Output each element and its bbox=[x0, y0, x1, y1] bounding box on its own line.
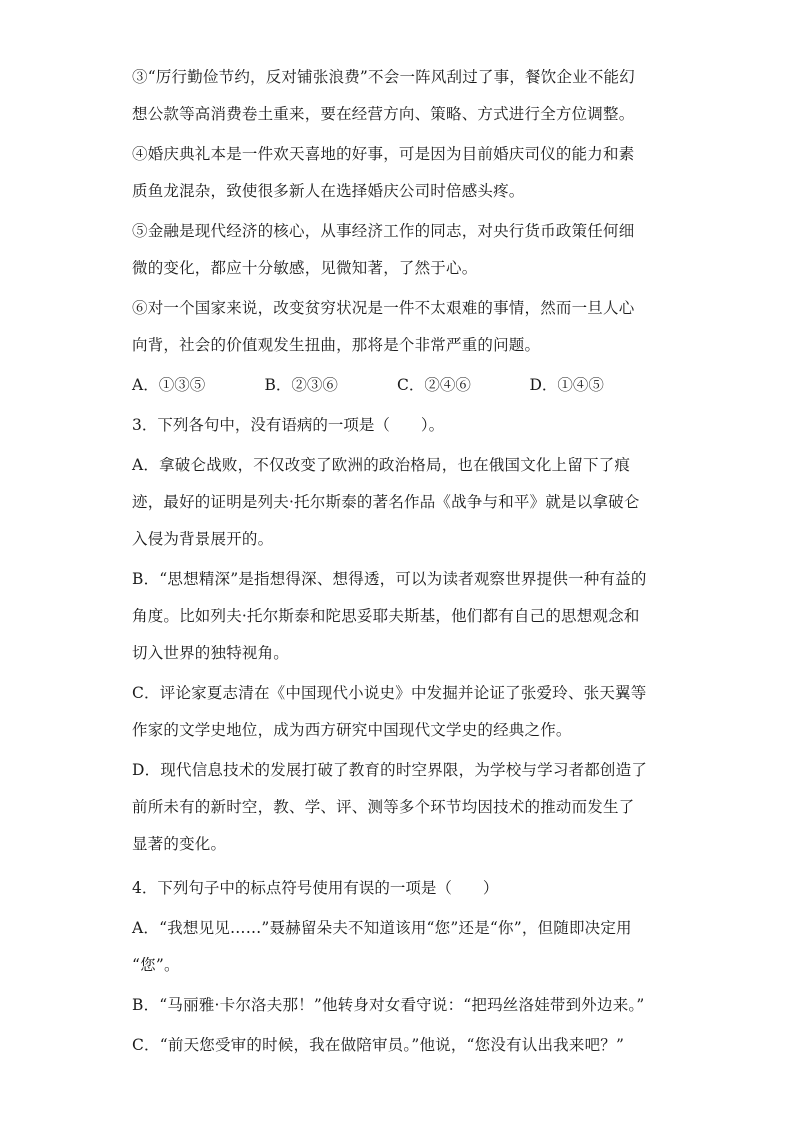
sentence-4 bbox=[132, 136, 662, 210]
q2-option-c: C．②④⑥ bbox=[397, 376, 471, 394]
q3-option-a bbox=[132, 447, 662, 558]
text-line: 迹，最好的证明是列夫·托尔斯泰的著名作品《战争与和平》就是以拿破仑 bbox=[132, 493, 640, 511]
q4-stem: 4．下列句子中的标点符号使用有误的一项是（ ） bbox=[132, 879, 499, 897]
q2-options bbox=[132, 367, 662, 404]
text-line: ③“厉行勤俭节约，反对铺张浪费”不会一阵风刮过了事，餐饮企业不能幻 bbox=[132, 68, 635, 86]
text-line: 向背，社会的价值观发生扭曲，那将是个非常严重的问题。 bbox=[132, 336, 541, 354]
text-line: C．评论家夏志清在《中国现代小说史》中发掘并论证了张爱玲、张天翼等 bbox=[132, 684, 647, 702]
text-line: B．“马丽雅·卡尔洛夫那！”他转身对女看守说：“把玛丝洛娃带到外边来。” bbox=[132, 996, 645, 1014]
text-line: 微的变化，都应十分敏感，见微知著，了然于心。 bbox=[132, 259, 478, 277]
text-line: A．“我想见见……”聂赫留朵夫不知道该用“您”还是“你”，但随即决定用 bbox=[132, 919, 632, 937]
q3-option-b bbox=[132, 561, 662, 672]
text-line: 前所未有的新时空，教、学、评、测等多个环节均因技术的推动而发生了 bbox=[132, 798, 635, 816]
text-line: 角度。比如列夫·托尔斯泰和陀思妥耶夫斯基，他们都有自己的思想观念和 bbox=[132, 607, 640, 625]
text-line: D．现代信息技术的发展打破了教育的时空界限，为学校与学习者都创造了 bbox=[132, 761, 648, 779]
sentence-3 bbox=[132, 59, 662, 133]
q4-option-b bbox=[132, 987, 662, 1024]
text-line: 显著的变化。 bbox=[132, 835, 227, 853]
text-line: ⑥对一个国家来说，改变贫穷状况是一件不太艰难的事情，然而一旦人心 bbox=[132, 299, 635, 317]
text-line: A．拿破仑战败，不仅改变了欧洲的政治格局，也在俄国文化上留下了痕 bbox=[132, 456, 631, 474]
text-line: ⑤金融是现代经济的核心，从事经济工作的同志，对央行货币政策任何细 bbox=[132, 222, 635, 240]
text-line: 想公款等高消费卷土重来，要在经营方向、策略、方式进行全方位调整。 bbox=[132, 105, 635, 123]
q4-option-a bbox=[132, 910, 662, 984]
text-line: C．“前天您受审的时候，我在做陪审员。”他说，“您没有认出我来吧？” bbox=[132, 1036, 625, 1054]
sentence-6 bbox=[132, 290, 662, 364]
q2-option-d: D．①④⑤ bbox=[529, 376, 604, 394]
document-page bbox=[132, 59, 662, 1067]
text-line: 质鱼龙混杂，致使很多新人在选择婚庆公司时倍感头疼。 bbox=[132, 182, 525, 200]
text-line: “您”。 bbox=[132, 956, 180, 974]
q3-stem: 3．下列各句中，没有语病的一项是（ ）。 bbox=[132, 416, 445, 434]
text-line: ④婚庆典礼本是一件欢天喜地的好事，可是因为目前婚庆司仪的能力和素 bbox=[132, 145, 635, 163]
text-line: 作家的文学史地位，成为西方研究中国现代文学史的经典之作。 bbox=[132, 721, 572, 739]
sentence-5 bbox=[132, 213, 662, 287]
q2-option-b: B．②③⑥ bbox=[264, 376, 338, 394]
text-line: 入侵为背景展开的。 bbox=[132, 530, 274, 548]
q2-option-a: A．①③⑤ bbox=[132, 376, 206, 394]
q3-option-c bbox=[132, 675, 662, 749]
text-line: 切入世界的独特视角。 bbox=[132, 644, 290, 662]
text-line: B．“思想精深”是指想得深、想得透，可以为读者观察世界提供一种有益的 bbox=[132, 570, 647, 588]
q4-option-c bbox=[132, 1027, 662, 1064]
q3-option-d bbox=[132, 752, 662, 863]
